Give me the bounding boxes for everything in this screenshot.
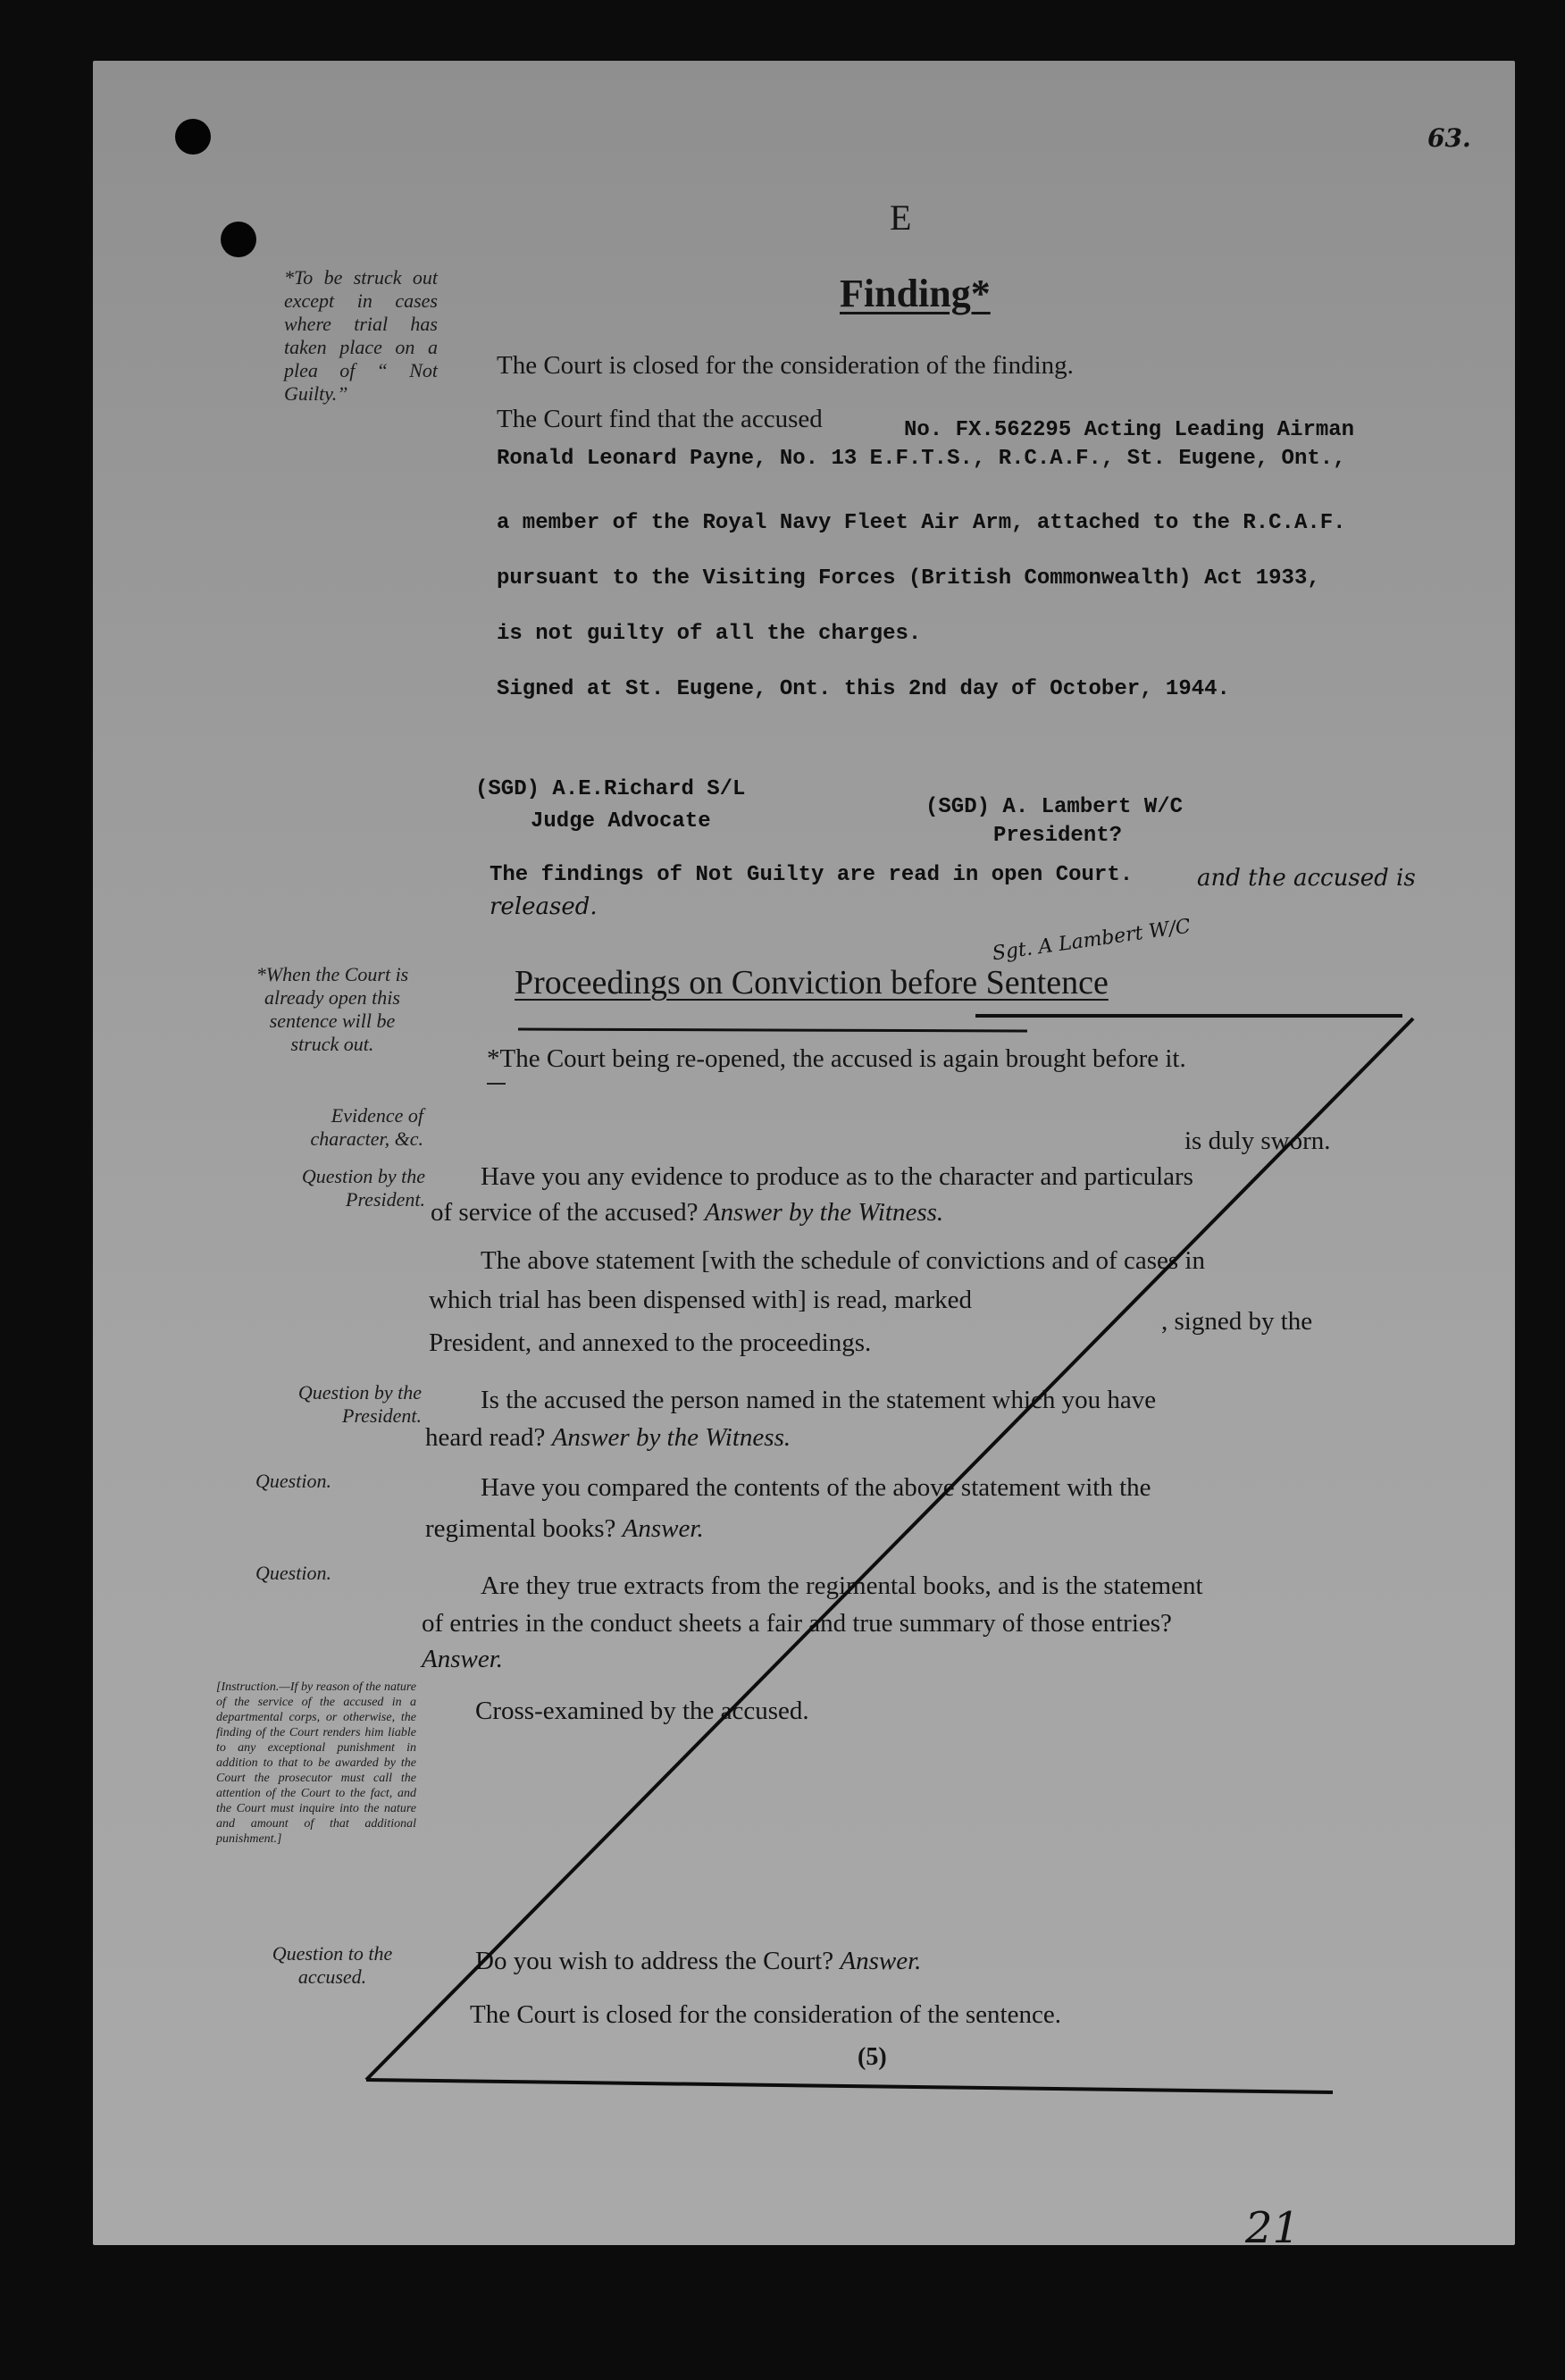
question-by-president-note: Question by the President. [297,1381,422,1427]
answer-line: Answer. [422,1645,504,1673]
court-find-prefix: The Court find that the accused [497,405,823,433]
cross-examined-line: Cross-examined by the accused. [475,1697,809,1725]
statement-line-1: The above statement [with the schedule of convictions and of cases in [481,1246,1205,1275]
q-address-line: Do you wish to address the Court? Answer. [475,1947,922,1975]
handwritten-released: released. [490,893,598,920]
handwritten-bottom-number: 21 [1245,2203,1301,2253]
bottom-strike-line [366,2080,1333,2092]
question-note: Question. [255,1470,331,1492]
findings-read-line: The findings of Not Guilty are read in open Court. [490,863,1134,887]
president-title: President? [993,824,1123,848]
q-extracts-line-2: of entries in the conduct sheets a fair and true summary of those entries? [422,1609,1172,1638]
closed-finding-line: The Court is closed for the consideration of the finding. [497,351,1074,380]
evidence-of-character-note: Evidence of character, &c. [310,1104,423,1150]
accused-name-line: Ronald Leonard Payne, No. 13 E.F.T.S., R.C.A.F., St. Eugene, Ont., [497,447,1346,471]
question-by-president-note: Question by the President. [301,1165,425,1211]
signed-at-line: Signed at St. Eugene, Ont. this 2nd day of October, 1944. [497,677,1230,701]
statement-line-2b: , signed by the [1161,1307,1313,1336]
court-open-note: *When the Court is already open this sentence will be struck out. [255,963,409,1055]
finding-heading: Finding* [840,272,991,315]
president-signature: (SGD) A. Lambert W/C [925,795,1184,819]
visiting-forces-line: pursuant to the Visiting Forces (British Commonwealth) Act 1933, [497,566,1320,591]
handwritten-accused-is: and the accused is [1197,865,1416,892]
court-reopened-line: *The Court being re-opened, the accused is again brought before it. [487,1044,1186,1073]
q-person-line-1: Is the accused the person named in the statement which you have [481,1386,1157,1414]
statement-line-2a: which trial has been dispensed with] is read, marked [429,1286,973,1314]
not-guilty-line: is not guilty of all the charges. [497,622,922,646]
handwritten-initials: Sgt. A Lambert W/C [991,915,1193,966]
accused-service-number: No. FX.562295 Acting Leading Airman [904,418,1355,442]
heading-rule [518,1029,1027,1031]
closed-sentence-line: The Court is closed for the consideration of the sentence. [470,2000,1061,2029]
instruction-note: [Instruction.—If by reason of the nature of the service of the accused in a departmental corps, or otherwise, the finding of the Court renders him liable to any exceptional punishment in addition to that to be awarded by the Court the prosecutor must call the attention of the Court to the fact, and the Court must inquire into the nature and amount of that additional punishment.] [216,1680,416,1846]
q-evidence-line-2: of service of the accused? Answer by the Witness. [431,1198,944,1227]
diagonal-strike-line [366,1018,1413,2080]
q-evidence-line-1: Have you any evidence to produce as to the character and particulars [481,1162,1193,1191]
form-letter: E [890,197,912,238]
accused-member-line: a member of the Royal Navy Fleet Air Arm, attached to the R.C.A.F. [497,511,1346,535]
question-to-accused-note: Question to the accused. [272,1942,393,1988]
q-person-line-2: heard read? Answer by the Witness. [425,1423,791,1452]
q-compared-line-1: Have you compared the contents of the above statement with the [481,1473,1151,1502]
handwritten-page-number: 63. [1427,123,1471,153]
statement-line-3: President, and annexed to the proceedings. [429,1328,872,1357]
q-compared-line-2: regimental books? Answer. [425,1514,704,1543]
judge-advocate-title: Judge Advocate [531,809,711,834]
judge-advocate-signature: (SGD) A.E.Richard S/L [475,777,746,801]
question-note: Question. [255,1562,331,1584]
q-extracts-line-1: Are they true extracts from the regimental books, and is the statement [481,1571,1203,1600]
page-number: (5) [858,2043,887,2071]
proceedings-heading: Proceedings on Conviction before Sentence [515,964,1109,1001]
duly-sworn-line: is duly sworn. [1184,1127,1331,1155]
struck-out-note: *To be struck out except in cases where trial has taken place on a plea of “ Not Guilty.” [284,266,438,405]
